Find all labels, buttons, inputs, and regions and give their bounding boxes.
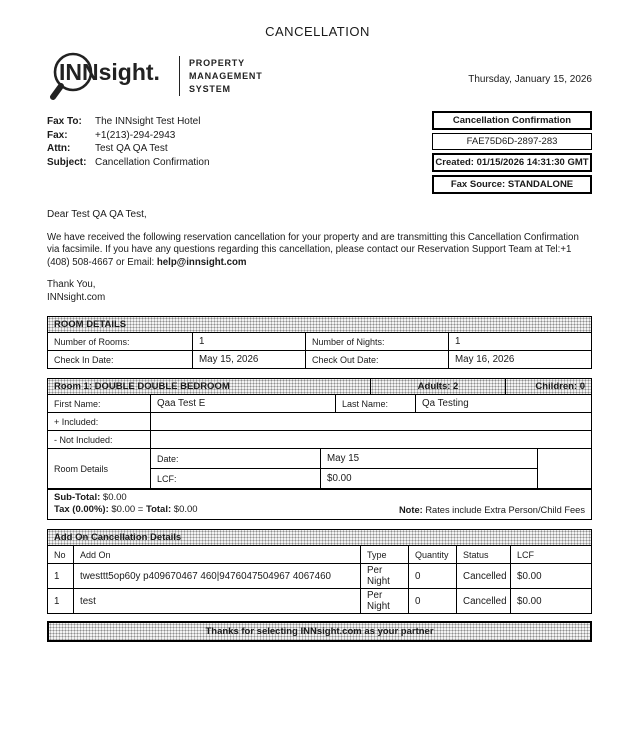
room1-title: Room 1: DOUBLE DOUBLE BEDROOM (48, 379, 371, 394)
rates-note (399, 504, 585, 516)
fax-to-value: The INNsight Test Hotel (95, 116, 201, 127)
table-row (48, 333, 591, 351)
note-label: Note: (398, 505, 423, 515)
number-of-rooms-label: Number of Rooms: (48, 333, 193, 350)
letter-closing (47, 279, 592, 304)
salutation: Dear Test QA QA Test, (47, 209, 147, 220)
attn-value: Test QA QA Test (95, 143, 168, 154)
addon-row (48, 589, 591, 613)
subject-line (47, 156, 210, 170)
room1-header-row (48, 379, 591, 395)
footer-banner: Thanks for selecting INNsight.com as your partner (47, 621, 592, 642)
addon-col-quantity: Quantity (409, 546, 457, 563)
addon-table (47, 529, 592, 614)
attn-label: Attn: (47, 143, 71, 154)
closing-thanks: Thank You, (47, 279, 96, 290)
first-name-label: First Name: (48, 395, 151, 412)
first-name-value: Qaa Test E (151, 395, 336, 412)
included-label: + Included: (48, 413, 151, 430)
date-value: May 15 (327, 453, 360, 464)
fax-header-section (47, 111, 592, 197)
addon-col-no: No (48, 546, 74, 563)
room-details-compound-row (48, 449, 591, 489)
innsight-logo (47, 49, 263, 103)
addon-name: twesttt5op60y p409670467 460|9476047504967 4067460 (74, 564, 361, 588)
room-details-subtable (151, 449, 537, 488)
room1-adults: Adults: 2 (371, 379, 506, 394)
subject-value: Cancellation Confirmation (95, 156, 210, 168)
check-out-date-value: May 16, 2026 (455, 354, 515, 365)
date-row (151, 449, 537, 469)
letter-section (47, 209, 592, 304)
not-included-value (151, 431, 591, 448)
note-text: Rates include Extra Person/Child Fees (422, 505, 585, 515)
fax-to-label: Fax To: (47, 116, 82, 127)
addon-lcf: $0.00 (517, 595, 542, 607)
subtotal-block (54, 492, 198, 516)
table-row (48, 351, 591, 368)
lcf-label: LCF: (151, 469, 321, 488)
not-included-row (48, 431, 591, 449)
addon-col-status: Status (457, 546, 511, 563)
document-date: Thursday, January 15, 2026 (468, 73, 592, 85)
fax-info-block (47, 111, 210, 197)
number-of-nights-label: Number of Nights: (306, 333, 449, 350)
check-in-date-label: Check In Date: (48, 351, 193, 368)
room1-children: Children: 0 (506, 379, 591, 394)
last-name-label: Last Name: (336, 395, 416, 412)
tax-total-line (54, 504, 198, 516)
included-row (48, 413, 591, 431)
logo-tagline (189, 57, 263, 96)
addon-col-lcf: LCF (517, 549, 535, 560)
tax-value: $0.00 = (108, 504, 146, 515)
attn-line (47, 142, 210, 156)
fax-number-label: Fax: (47, 129, 68, 141)
fax-source-row (432, 175, 592, 194)
tax-label: Tax (0.00%): (54, 504, 109, 515)
check-out-date-label: Check Out Date: (306, 351, 449, 368)
subtotal-row (48, 489, 591, 519)
addon-status: Cancelled (457, 589, 511, 613)
addon-columns-row (48, 546, 591, 564)
confirmation-code: FAE75D6D-2897-283 (432, 133, 592, 150)
number-of-nights-value: 1 (455, 336, 461, 347)
addon-row (48, 564, 591, 589)
subtotal-line (54, 492, 198, 504)
fax-number-value: +1(213)-294-2943 (95, 129, 176, 141)
total-value: $0.00 (171, 504, 198, 515)
not-included-label: - Not Included: (48, 431, 151, 448)
letter-body (47, 232, 592, 270)
logo-brand-text: INNsight. (59, 59, 160, 85)
addon-name: test (74, 589, 361, 613)
addon-type: Per Night (361, 589, 409, 613)
room-details-label: Room Details (48, 449, 151, 488)
confirmation-box (432, 111, 592, 197)
fax-source-label: Fax Source: (450, 179, 508, 190)
magnifier-logo-icon (47, 49, 175, 103)
subtotal-value: $0.00 (100, 492, 127, 503)
lcf-row (151, 469, 537, 488)
room1-table (47, 378, 592, 520)
lcf-value: $0.00 (327, 473, 352, 484)
room-details-header: ROOM DETAILS (48, 317, 591, 333)
fax-number-line (47, 129, 210, 143)
document-title: CANCELLATION (265, 24, 370, 39)
addon-col-type: Type (361, 546, 409, 563)
subject-label: Subject: (47, 156, 87, 168)
addon-lcf: $0.00 (517, 570, 542, 582)
check-in-date-value: May 15, 2026 (193, 351, 306, 368)
last-name-value: Qa Testing (422, 398, 469, 409)
subtotal-label: Sub-Total: (54, 492, 101, 503)
addon-col-addon: Add On (74, 546, 361, 563)
logo-divider (179, 56, 180, 96)
logo-tagline-line2: MANAGEMENT (189, 70, 263, 81)
addon-type: Per Night (361, 564, 409, 588)
total-label: Total: (145, 504, 172, 515)
support-email: help@innsight.com (156, 256, 247, 268)
room-details-empty-cell (537, 449, 591, 488)
included-value (151, 413, 591, 430)
number-of-rooms-value: 1 (193, 333, 306, 350)
closing-signature: INNsight.com (47, 291, 106, 303)
addon-header: Add On Cancellation Details (48, 530, 591, 546)
addon-no: 1 (48, 589, 74, 613)
letter-body-text: We have received the following reservation cancellation for your property and are transmitting this Cancellation Confirmation via facsimile. If you have any questions regarding this cancellation, please contact our Reservation Support Team at Tel:+1 (408) 508-4667 or Email: (47, 231, 579, 268)
fax-to-line (47, 115, 210, 129)
logo-tagline-line1: PROPERTY (189, 57, 245, 68)
addon-status: Cancelled (457, 564, 511, 588)
date-label: Date: (151, 449, 321, 468)
room-details-table (47, 316, 592, 369)
header-row (47, 49, 592, 103)
addon-no: 1 (48, 564, 74, 588)
fax-source-value: STANDALONE (507, 179, 574, 190)
addon-quantity: 0 (409, 589, 457, 613)
addon-quantity: 0 (409, 564, 457, 588)
guest-name-row (48, 395, 591, 413)
confirmation-created: Created: 01/15/2026 14:31:30 GMT (432, 153, 592, 172)
confirmation-box-title: Cancellation Confirmation (432, 111, 592, 130)
logo-tagline-line3: SYSTEM (189, 83, 231, 94)
